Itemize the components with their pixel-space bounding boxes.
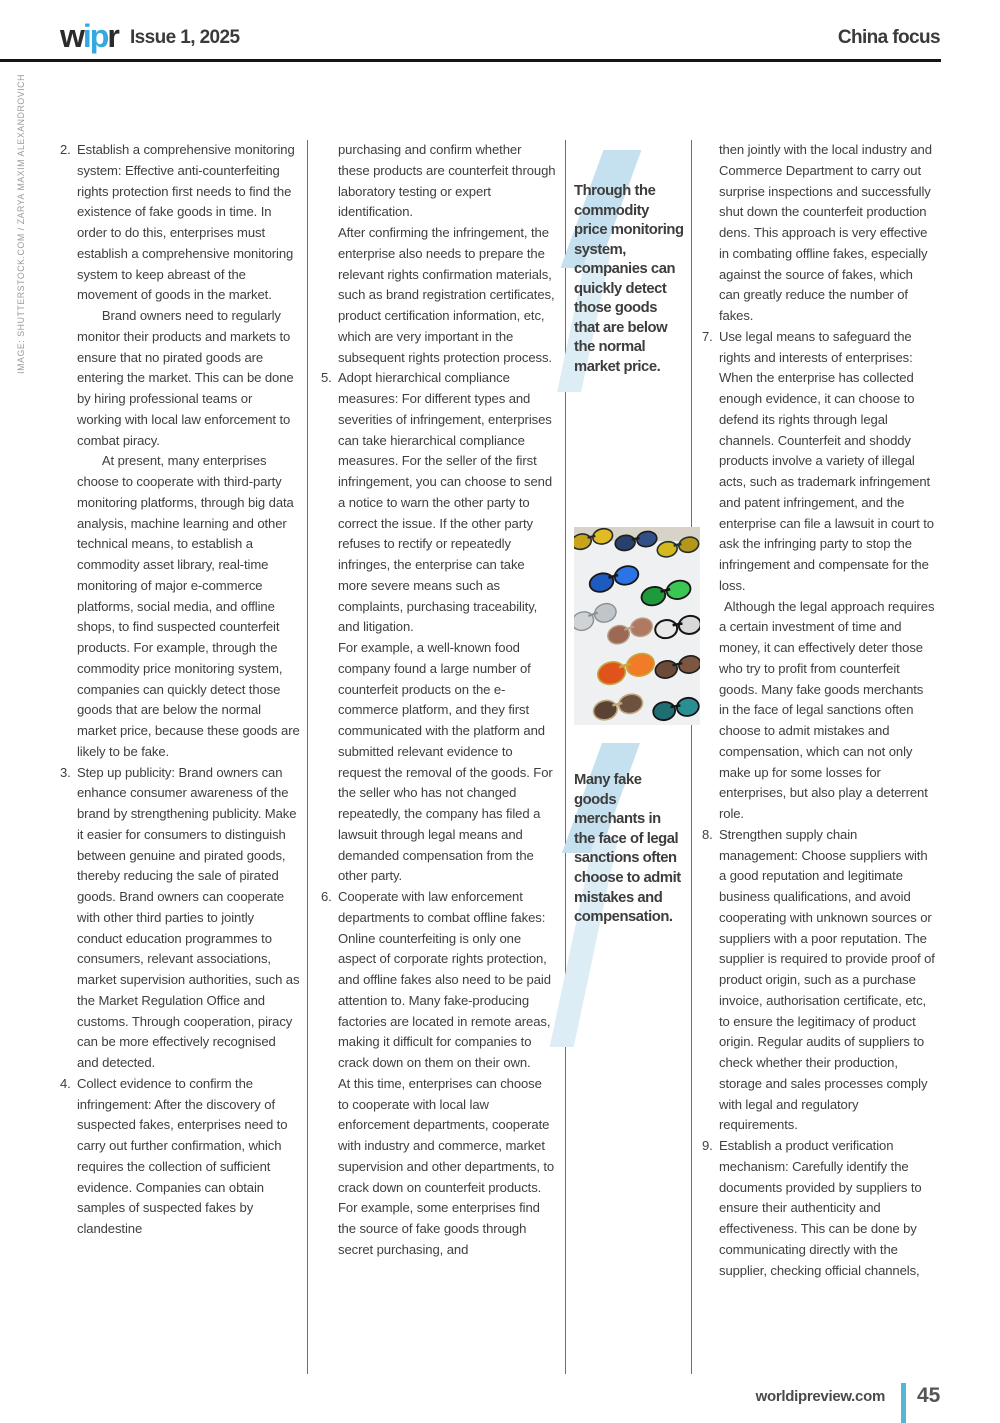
footer-accent-bar [901,1383,906,1423]
paragraph: Brand owners need to regularly monitor their products and markets to ensure that no pirated goods are entering the market. This can be done by hiring professional teams or working with local law enforcement to combat piracy. [77,308,294,448]
image-credit: IMAGE: SHUTTERSTOCK.COM / ZARYA MAXIM ALEXANDROVICH [16,74,26,374]
article-body [60,140,942,1374]
section-label: China focus [837,27,940,48]
paragraph: Cooperate with law enforcement departments to combat offline fakes: Online counterfeiting is only one aspect of corporate rights protection, and offline fakes also need to be paid attention to. Many fake-producing factories are located in remote areas, making it difficult for companies to crack down on them on their own. [338,889,551,1070]
item-number: 7. [702,328,713,344]
column-2 [307,140,565,1374]
paragraph: purchasing and confirm whether these products are counterfeit through laboratory testing or expert identification. [338,142,556,220]
issue-label: Issue 1, 2025 [130,27,240,48]
numbered-list-item [321,887,556,1261]
numbered-list-item [702,825,935,1136]
column-3 [565,140,691,1374]
page-number: 45 [917,1384,941,1407]
column-4 [691,140,941,1374]
pull-quote-1 [574,148,685,377]
column-1 [60,140,307,1374]
numbered-list-item [60,140,300,763]
paragraph: Collect evidence to confirm the infringement: After the discovery of suspected fakes, enterprises need to carry out further confirmation, which requires the collection of sufficient evidence. Companies can obtain samples of suspected fakes by clandestine [77,1075,288,1236]
paragraph: After confirming the infringement, the enterprise also needs to prepare the relevant rights confirmation materials, such as brand registration certificates, product certification information, etc, which are very important in the subsequent rights protection process. [338,225,555,365]
paragraph: Use legal means to safeguard the rights and interests of enterprises: When the enterprise has collected enough evidence, it can choose to defend its rights through legal channels. Counterfeit and shoddy products involve a variety of illegal acts, such as trademark infringement and patent infringement, and the enterprise can file a lawsuit in court to ask the infringing party to stop the infringement and compensate for the loss. [719,328,934,593]
pull-quote-2 [574,741,685,927]
item-number: 4. [60,1075,71,1091]
item-number: 3. [60,764,71,780]
paragraph: At present, many enterprises choose to cooperate with third-party monitoring platforms, through big data analysis, machine learning and other technical means, to establish a commodity asset library, real-time monitoring of major e-commerce platforms, social media, and offline shops, to find suspected counterfeit products. For example, through the commodity price monitoring system, companies can quickly detect those goods that are below the normal market price, because these goods are likely to be fake. [77,453,300,759]
item-number: 2. [60,142,71,157]
paragraph: Although the legal approach requires a certain investment of time and money, it can effectively deter those who try to profit from counterfeit goods. Many fake goods merchants in the face of legal sanctions often choose to admit mistakes and compensation, which can not only make up for some losses for enterprises, but also play a deterrent role. [719,598,935,821]
paragraph: Step up publicity: Brand owners can enhance consumer awareness of the brand by strengthening publicity. Make it easier for consumers to distinguish between genuine and pirated goods, thereby reducing the sale of pirated goods. Brand owners can cooperate with other third parties to jointly conduct education programmes to consumers, relevant associations, market supervision authorities, such as the Market Regulation Office and customs. Through cooperation, piracy can be more effectively recognised and detected. [77,764,300,1070]
logo-text-dark: w [60,18,83,54]
header-rule [0,59,941,62]
pull-quote-1-text: Through the commodity price monitoring system, companies can quickly detect those goods that are below the normal market price. [574,183,684,375]
footer-website: worldipreview.com [755,1388,885,1405]
paragraph: Strengthen supply chain management: Choose suppliers with a good reputation and legitimate business qualifications, and avoid cooperating with unknown sources or suppliers with a poor reputation. The supplier is required to provide proof of product origin, such as a purchase invoice, authorisation certificate, etc, to ensure the legitimacy of product origin. Regular audits of suppliers to check whether their production, storage and sales processes comply with legal and regulatory requirements. [719,826,935,1133]
paragraph: For example, some enterprises find the source of fake goods through secret purchasing, and [338,1200,540,1257]
logo-text-blue: ip [82,18,108,54]
paragraph: At this time, enterprises can choose to cooperate with local law enforcement departments, cooperate with industry and commerce, market supervision and other departments, to crack down on counterfeit products. [338,1075,555,1195]
logo-text-dark2: r [107,18,118,54]
item-number: 6. [321,889,332,904]
paragraph: Establish a comprehensive monitoring system: Effective anti-counterfeiting rights protection first needs to find the existence of fake goods in time. In order to do this, enterprises must establish a comprehensive monitoring system to keep abreast of the movement of goods in the market. [77,142,295,303]
pull-quote-2-text: Many fake goods merchants in the face of legal sanctions often choose to admit mistakes and compensation. [574,772,681,926]
wipr-logo [60,18,118,54]
item-number: 9. [702,1138,713,1153]
sunglasses-photo [574,527,700,725]
paragraph: then jointly with the local industry and Commerce Department to carry out surprise inspections and successfully shut down the counterfeit production dens. This approach is very effective in combating offline fakes, especially against the source of fakes, which can greatly reduce the number of fakes. [719,142,932,323]
numbered-list-item [60,1074,300,1240]
item-number: 5. [321,370,332,386]
numbered-list-item [702,327,935,825]
item-number: 8. [702,826,713,842]
paragraph: Establish a product verification mechanism: Carefully identify the documents provided by suppliers to ensure their authenticity and effectiveness. This can be done by communicating directly with the supplier, checking official channels, [719,1138,922,1278]
page-header [60,18,940,58]
numbered-list-item [60,763,300,1074]
numbered-list-item [702,1136,935,1281]
numbered-list-item [321,368,556,887]
paragraph: Adopt hierarchical compliance measures: For different types and severities of infringement, enterprises can take hierarchical compliance measures. For the seller of the first infringement, you can choose to send a notice to warn the other party to correct the issue. If the other party refuses to rectify or repeatedly infringes, the enterprise can take more severe means such as complaints, purchasing traceability, and litigation. [338,370,553,635]
paragraph: For example, a well-known food company found a large number of counterfeit products on the e-commerce platform, and they first communicated with the platform and submitted relevant evidence to request the removal of the goods. For the seller who has not changed repeatedly, the company has filed a lawsuit through legal means and demanded compensation from the other party. [338,640,553,884]
